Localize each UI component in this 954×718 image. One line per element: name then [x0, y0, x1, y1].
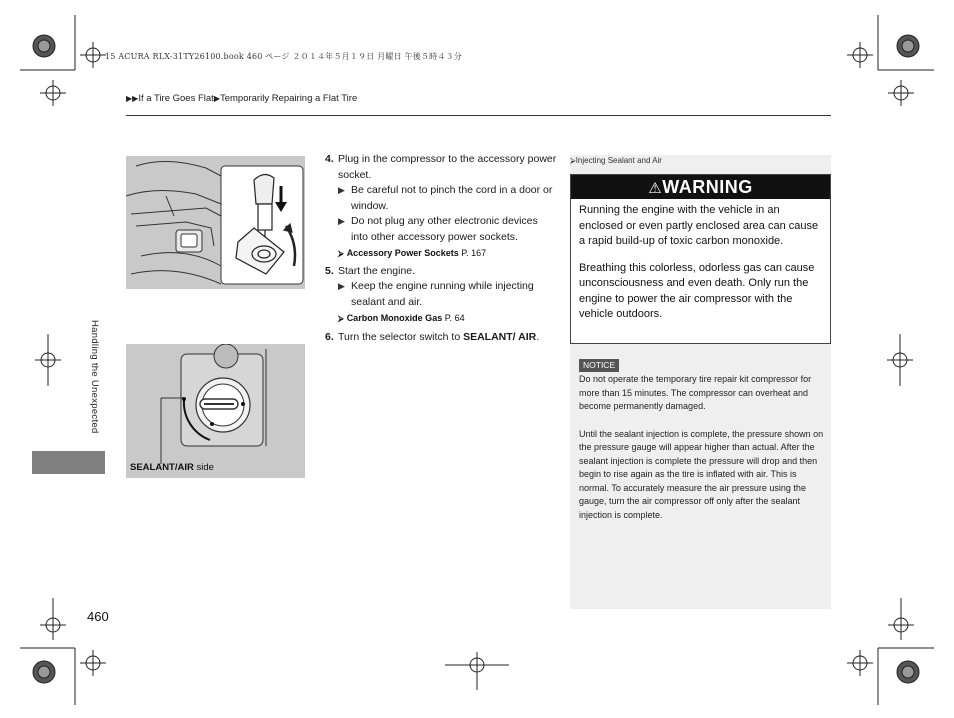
figure-compressor-plug	[126, 156, 305, 289]
side-heading-text: Injecting Sealant and Air	[575, 156, 662, 165]
caption-side: side	[193, 462, 214, 473]
step-5	[325, 264, 557, 327]
side-tab	[32, 451, 105, 474]
notice-text	[579, 373, 825, 536]
arrow-icon: ▶	[338, 281, 345, 291]
step-6-number: 6.	[325, 330, 334, 343]
step-6-text-post: .	[536, 330, 540, 343]
ref-page: P. 167	[461, 248, 487, 258]
warning-box	[570, 174, 831, 344]
warning-bar	[571, 175, 830, 199]
ref-label: Carbon Monoxide Gas	[346, 313, 443, 323]
print-header: 15 ACURA RLX-31TY26100.book 460 ページ ２０１４年５月１９日 月曜日 午後５時４３分	[105, 52, 462, 61]
compressor-plug-illustration	[126, 156, 305, 289]
notice-para-2: Until the sealant injection is complete, the pressure shown on the pressure gauge will appear higher than actual. After the sealant injection is complete the pressure will drop and then begin to rise again as the tire is inflated with air. This is normal. To accurately measure the air pressure using the gauge, turn the air compressor off only after the sealant injection is complete.	[579, 428, 824, 520]
breadcrumb-item-repairing: Temporarily Repairing a Flat Tire	[219, 93, 358, 104]
step-4-sub-2-text: Do not plug any other electronic devices into other accessory power sockets.	[351, 215, 538, 243]
ref-label: Accessory Power Sockets	[346, 248, 459, 258]
breadcrumb-prefix: ▶▶	[126, 94, 139, 103]
cross-reference-icon: ⮚	[338, 249, 344, 258]
header-rule	[126, 115, 831, 116]
figure2-caption	[130, 462, 214, 473]
ref-carbon-monoxide[interactable]	[338, 311, 557, 327]
step-4-sub-1	[338, 183, 557, 214]
caption-sealant-air: SEALANT/AIR	[130, 462, 194, 473]
step-6	[325, 330, 557, 346]
warning-title: WARNING	[662, 177, 753, 197]
ref-page: P. 64	[444, 313, 465, 323]
side-tab-label: Handling the Unexpected	[89, 320, 100, 434]
page-number: 460	[87, 609, 109, 624]
warning-triangle-icon: ⚠	[648, 180, 663, 197]
arrow-icon: ▶	[338, 216, 345, 226]
selector-switch-illustration	[126, 344, 305, 478]
figure-selector-switch	[126, 344, 305, 478]
warning-para-2: Breathing this colorless, odorless gas can cause unconsciousness and even death. Only run the engine to power the air compressor with the vehicle outdoors.	[579, 261, 815, 320]
step-4-sub-1-text: Be careful not to pinch the cord in a door or window.	[351, 184, 553, 212]
step-5-number: 5.	[325, 264, 334, 277]
step-4-number: 4.	[325, 153, 334, 165]
step-5-sub-1	[338, 279, 557, 310]
ref-accessory-power-sockets[interactable]	[338, 246, 557, 262]
steps-list	[325, 152, 557, 345]
breadcrumb-separator: ▶	[213, 94, 220, 103]
breadcrumb-item-tire-flat: If a Tire Goes Flat	[138, 93, 214, 104]
breadcrumb	[126, 93, 357, 104]
step-4-sub-2	[338, 214, 557, 245]
notice-para-1: Do not operate the temporary tire repair kit compressor for more than 15 minutes. The compressor can overheat and become permanently damaged.	[579, 374, 812, 411]
notice-badge: NOTICE	[579, 359, 619, 372]
step-6-text-bold: SEALANT/ AIR	[463, 330, 537, 343]
warning-text	[579, 203, 823, 334]
side-heading	[570, 156, 662, 166]
arrow-icon: ▶	[338, 185, 345, 195]
cross-reference-icon: ⮚	[338, 314, 344, 323]
step-4	[325, 152, 557, 262]
warning-para-1: Running the engine with the vehicle in an enclosed or even partly enclosed area can cause a rapid build-up of toxic carbon monoxide.	[579, 204, 819, 247]
cross-reference-icon: ⮚	[570, 156, 576, 165]
step-5-text: Start the engine.	[338, 264, 416, 277]
step-6-text-pre: Turn the selector switch to	[338, 330, 464, 343]
step-4-text: Plug in the compressor to the accessory power socket.	[338, 153, 557, 181]
step-5-sub-1-text: Keep the engine running while injecting sealant and air.	[351, 280, 534, 308]
